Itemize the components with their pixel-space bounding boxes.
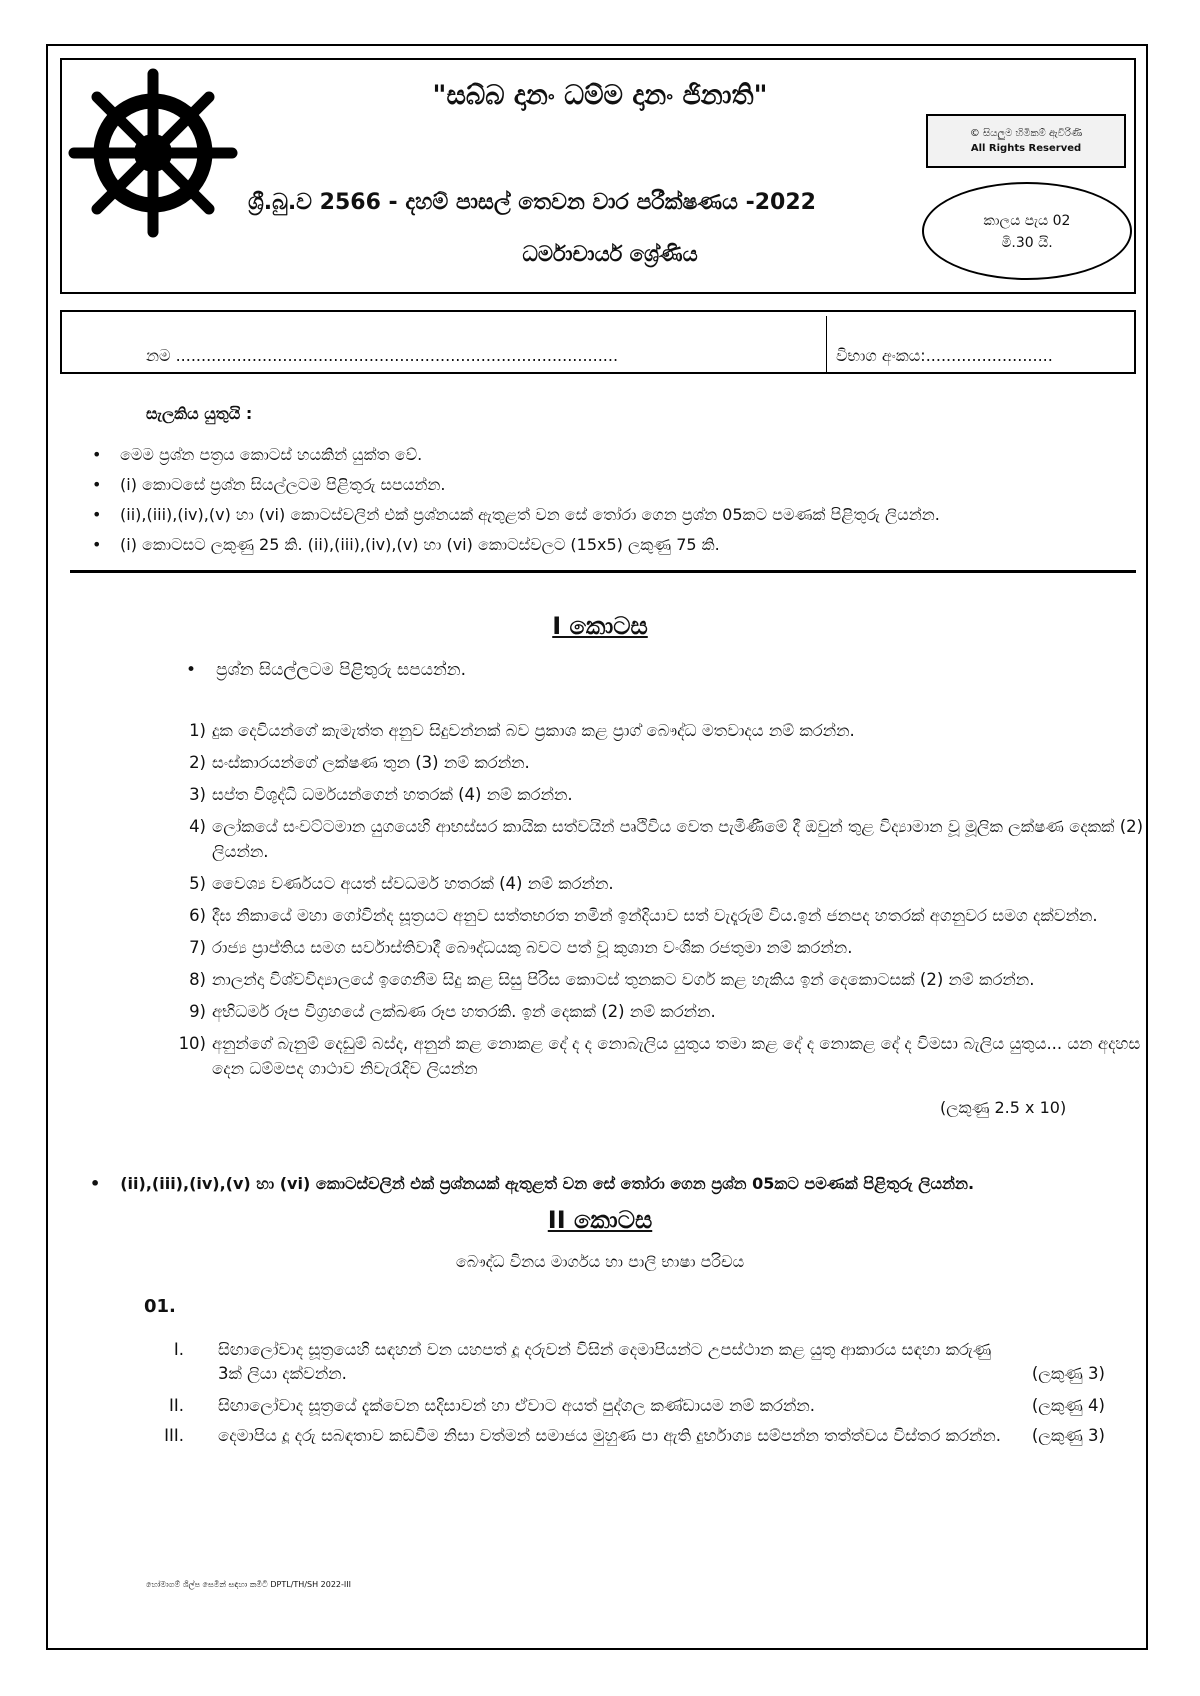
question-number: 6) — [189, 906, 206, 925]
question-text: ලෝකයේ සංවට්ටමාන යුගයෙහි ආභස්සර කායික සත්වයින් පෘථිවිය වෙත පැමිණීමේ දී ඔවුන් තුළ විද්‍යාමාන වූ මූලික ලක්ෂණ දෙකක් (2) ලියන්න. — [212, 817, 1144, 861]
sub-question-text: සිඟාලෝවාද සූත්‍රයෙහි සඳහන් වන යහපත් දූ දරුවන් විසින් දෙමාපියන්ට උපස්ථාන කළ යුතු ආකාරය සඳහා කරුණු 3ක් ලියා දක්වන්න. — [218, 1340, 992, 1383]
instruction-item: • (i) කොටසේ ප්‍රශ්න සියල්ලටම පිළිතුරු සපයන්න. — [90, 470, 1140, 500]
instruction-item: • මෙම ප්‍රශ්න පත්‍රය කොටස් හයකින් යුක්ත වේ. — [90, 440, 1140, 470]
part1-title: I කොටස — [552, 612, 648, 640]
question-number: 9) — [189, 1002, 206, 1021]
part1-instruction: • ප්‍රශ්න සියල්ලටම පිළිතුරු සපයන්න. — [186, 660, 466, 680]
question-text: රාජ්‍ය ප්‍රාප්තිය සමග සර්වාස්තිවාදී බෞද්ධයකු බවට පත් වූ කුශාන වංශික රජතුමා නම් කරන්න. — [212, 938, 853, 957]
sub-question-marks: (ලකුණු 3) — [1031, 1364, 1105, 1383]
rights-line-english: All Rights Reserved — [970, 143, 1082, 154]
question-number: 7) — [189, 938, 206, 957]
sub-question-text: දෙමාපිය දූ දරු සබඳතාව කඩවීම නිසා වත්මන් සමාජය මුහුණ පා ඇති දුර්භාග්‍ය සම්පන්න තත්ත්වය විස්තර කරන්න. — [218, 1426, 1002, 1445]
part1-marks: (ලකුණු 2.5 x 10) — [940, 1098, 1067, 1117]
question-item — [172, 782, 1152, 807]
sub-question-number: II. — [169, 1396, 184, 1415]
question-text: අනුන්ගේ බැනුම් දෙඩුම් බස්ද, අනුන් කළ නොකළ දේ ද ද නොබැලිය යුතුය තමා කළ දේ ද නොකළ දේ ද විමසා බැලිය යුතුය... යන අදහස දෙන ධම්මපද ගාථාව නිවැරැදිව ලියන්න — [212, 1034, 1141, 1078]
name-field[interactable]: නම ....................................................................................... — [146, 346, 619, 365]
divider-rule — [70, 570, 1136, 573]
time-minutes: මි.30 යි. — [1001, 235, 1053, 251]
question-number: 2) — [189, 753, 206, 772]
selection-note: • (ii),(iii),(iv),(v) හා (vi) කොටස්වලින් එක් ප්‍රශ්නයක් ඇතුළත් වන සේ තෝරා ගෙන ප්‍රශ්න 05කට පමණක් පිළිතුරු ලියන්න. — [90, 1174, 974, 1194]
question-item — [172, 967, 1152, 992]
part2-title: II කොටස — [547, 1206, 653, 1234]
question-item — [172, 718, 1152, 743]
question-text: දීඝ නිකායේ මහා ගෝවින්ද සූත්‍රයට අනුව සත්තභරත නමින් ඉන්දියාව සත් වැදෑරුම් විය.ඉන් ජනපද හතරක් අගනුවර සමග දක්වන්න. — [212, 906, 1098, 925]
question-text: සංස්කාරයන්ගේ ලක්ෂණ තුන (3) නම් කරන්න. — [212, 753, 530, 772]
grade-title: ධර්මාචාර්ය ශ්‍රේණිය — [522, 242, 698, 266]
exam-title: ශ්‍රී.බු.ව 2566 - දහම් පාසල් තෙවන වාර පරීක්ෂණය -2022 — [248, 190, 816, 215]
question-number: 10) — [178, 1034, 206, 1053]
sub-question-number: III. — [164, 1426, 184, 1445]
question-item — [172, 1031, 1152, 1081]
time-hours: කාලය පැය 02 — [983, 213, 1071, 229]
question-item — [172, 999, 1152, 1024]
footer-code: හෝමාගම් ශිල්ප සෙමින් සඳහා කමිටි DPTL/TH/SH 2022-III — [146, 1580, 351, 1589]
sub-question-item — [140, 1424, 1115, 1448]
instructions-list — [90, 440, 1140, 560]
question-01-number: 01. — [144, 1296, 176, 1317]
question-item — [172, 935, 1152, 960]
sub-question-item — [140, 1394, 1115, 1418]
question-text: අභිධර්ම රූප විග්‍රහයේ ලක්ඛණ රූප හතරකි. ඉන් දෙකක් (2) නම් කරන්න. — [212, 1002, 716, 1021]
sub-question-item — [140, 1338, 1115, 1386]
instruction-item: • (i) කොටසට ලකුණු 25 කි. (ii),(iii),(iv),(v) හා (vi) කොටස්වලට (15x5) ලකුණු 75 කි. — [90, 530, 1140, 560]
part1-questions — [172, 718, 1152, 1081]
question-number: 5) — [189, 874, 206, 893]
question-item — [172, 871, 1152, 896]
question-item — [172, 814, 1152, 864]
index-number-field[interactable]: විභාග අංකය:......................... — [836, 346, 1053, 365]
question-text: දුක දෙවියන්ගේ කැමැත්ත අනුව සිදුවන්නක් බව ප්‍රකාශ කළ ප්‍රාග් බෞද්ධ මතවාදය නම් කරන්න. — [212, 721, 855, 740]
name-divider — [826, 316, 827, 374]
motto: "සබ්බ දානං ධම්ම දානං ජිනාති" — [432, 80, 768, 111]
question-number: 3) — [189, 785, 206, 804]
part2-subtitle: බෞද්ධ විනය මාර්ගය හා පාලි භාෂා පරිචය — [455, 1252, 745, 1271]
question-text: වෛශ්‍ය වර්ණයට අයත් ස්වධර්ම හතරක් (4) නම් කරන්න. — [212, 874, 614, 893]
question-item — [172, 750, 1152, 775]
sub-question-number: I. — [173, 1340, 184, 1359]
question-item — [172, 903, 1152, 928]
sub-question-marks: (ලකුණු 4) — [1031, 1396, 1105, 1415]
rights-notice — [926, 114, 1126, 168]
question-number: 1) — [189, 721, 206, 740]
sub-question-text: සිඟාලෝවාද සූත්‍රයේ දැක්වෙන සදිසාවන් හා ඒවාට අයත් පුද්ගල කණ්ඩායම නම් කරන්න. — [218, 1396, 815, 1415]
question-text: නාලන්දා විශ්වවිද්‍යාලයේ ඉගෙනීම සිදු කළ සිසු පිරිස කොටස් තුනකට වර්ග කළ හැකිය ඉන් දෙකොටසක් (2) නම් කරන්න. — [212, 970, 1035, 989]
question-number: 4) — [189, 817, 206, 836]
instructions-title: සැලකිය යුතුයි : — [146, 404, 253, 423]
dharma-wheel-icon — [68, 68, 238, 238]
sub-question-marks: (ලකුණු 3) — [1031, 1426, 1105, 1445]
instruction-item: • (ii),(iii),(iv),(v) හා (vi) කොටස්වලින් එක් ප්‍රශ්නයක් ඇතුළත් වන සේ තෝරා ගෙන ප්‍රශ්න 05කට පමණක් පිළිතුරු ලියන්න. — [90, 500, 1140, 530]
question-text: සප්ත විශුද්ධි ධර්මයන්ගෙන් හතරක් (4) නම් කරන්න. — [212, 785, 573, 804]
question-number: 8) — [189, 970, 206, 989]
time-oval — [922, 182, 1132, 280]
rights-line-sinhala: © සියලුම හිමිකම් ඇවිරිණි — [969, 128, 1083, 139]
